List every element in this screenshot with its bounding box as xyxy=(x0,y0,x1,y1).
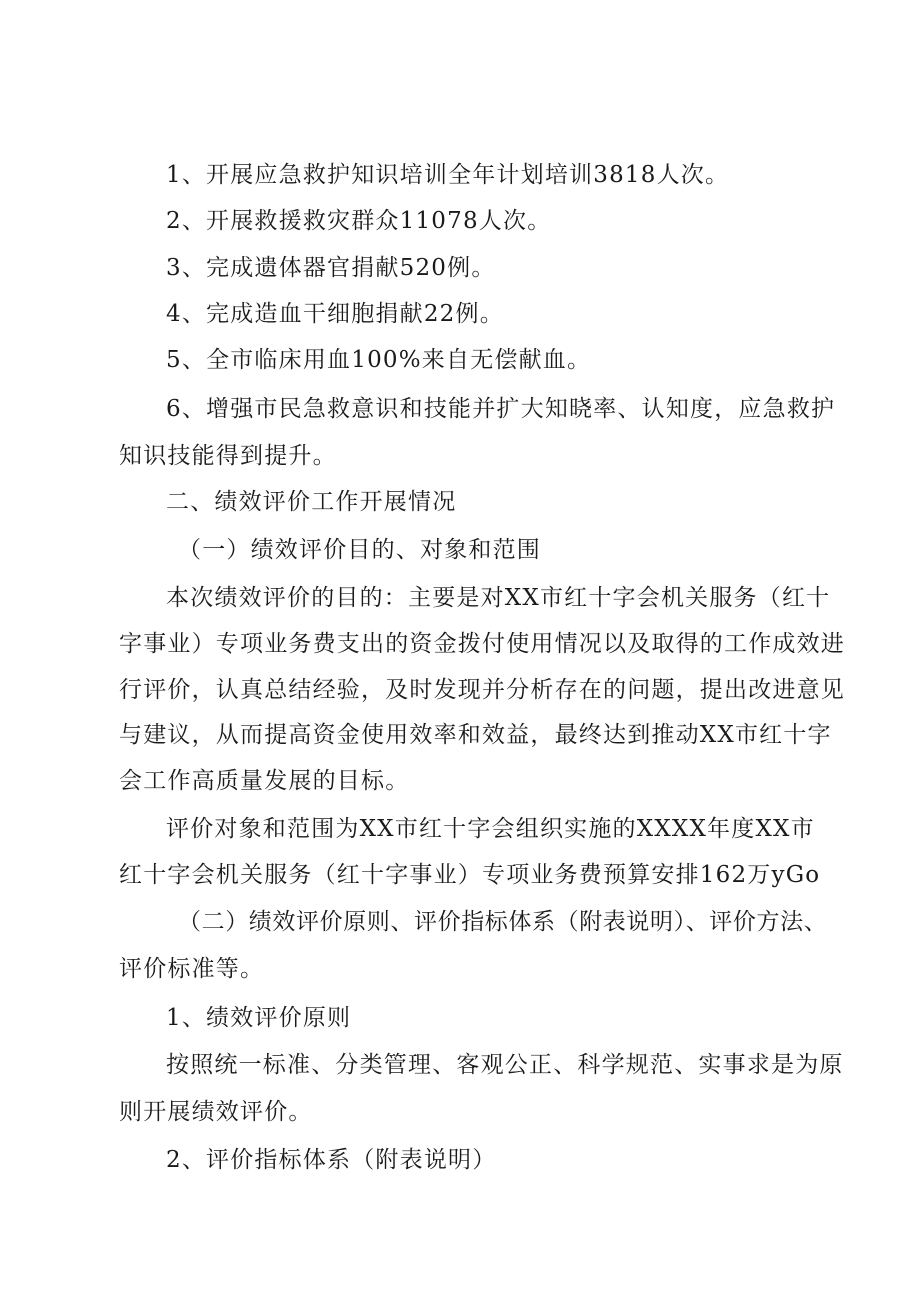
item-2: 2、开展救援救灾群众11078人次。 xyxy=(166,208,552,234)
item-1: 1、开展应急救护知识培训全年计划培训3818人次。 xyxy=(166,162,730,188)
purpose-line-1: 本次绩效评价的目的：主要是对XX市红十字会机关服务（红十 xyxy=(166,585,831,611)
subheading-2-line-2: 评价标准等。 xyxy=(119,956,265,982)
scope-line-1: 评价对象和范围为XX市红十字会组织实施的XXXX年度XX市 xyxy=(166,816,815,842)
purpose-line-4: 与建议，从而提高资金使用效率和效益，最终达到推动XX市红十字 xyxy=(119,722,832,748)
item-6-line-1: 6、增强市民急救意识和技能并扩大知晓率、认知度，应急救护 xyxy=(166,396,836,422)
purpose-line-5: 会工作高质量发展的目标。 xyxy=(119,768,410,794)
item-4: 4、完成造血干细胞捐献22例。 xyxy=(166,301,504,327)
principle-text-line-1: 按照统一标准、分类管理、客观公正、科学规范、实事求是为原 xyxy=(166,1052,844,1078)
purpose-line-2: 字事业）专项业务费支出的资金拨付使用情况以及取得的工作成效进 xyxy=(119,631,845,657)
subheading-2-line-1: （二）绩效评价原则、评价指标体系（附表说明）、评价方法、 xyxy=(178,909,828,935)
purpose-line-3: 行评价，认真总结经验，及时发现并分析存在的问题，提出改进意见 xyxy=(119,677,845,703)
item-6-line-2: 知识技能得到提升。 xyxy=(119,443,337,469)
item-5: 5、全市临床用血100%来自无偿献血。 xyxy=(166,347,592,373)
section-heading-2: 二、绩效评价工作开展情况 xyxy=(166,489,457,515)
index-system-heading: 2、评价指标体系（附表说明） xyxy=(166,1147,497,1173)
principle-heading: 1、绩效评价原则 xyxy=(166,1005,352,1031)
principle-text-line-2: 则开展绩效评价。 xyxy=(119,1099,313,1125)
item-3: 3、完成遗体器官捐献520例。 xyxy=(166,255,496,281)
subheading-1: （一）绩效评价目的、对象和范围 xyxy=(178,537,541,563)
scope-line-2: 红十字会机关服务（红十字事业）专项业务费预算安排162万yGo xyxy=(119,862,821,888)
